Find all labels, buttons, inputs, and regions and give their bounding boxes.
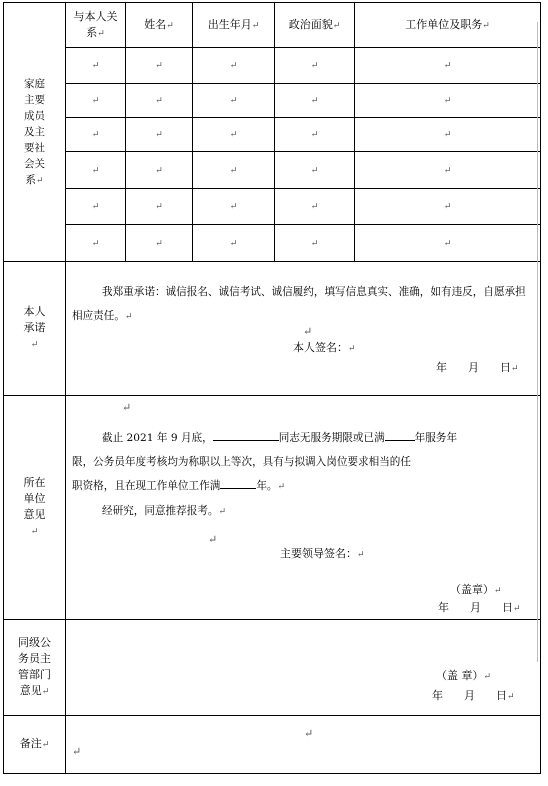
dept-content bbox=[66, 620, 541, 716]
unit-seal: （盖章）↵ bbox=[450, 583, 502, 596]
promise-label: 本人承诺↵ bbox=[4, 262, 66, 396]
family-political-cell[interactable]: ↵ bbox=[275, 189, 355, 225]
unit-label: 所在单位意见↵ bbox=[4, 396, 66, 620]
family-birth-cell[interactable]: ↵ bbox=[193, 152, 275, 189]
colleague-name-blank[interactable] bbox=[213, 428, 279, 441]
work-years-blank[interactable] bbox=[220, 476, 256, 489]
family-row[interactable] bbox=[4, 152, 541, 189]
family-birth-cell[interactable]: ↵ bbox=[193, 48, 275, 84]
unit-text: 截止 2021 年 9 月底， 同志无服务期限或已满 年服务年 限，公务员年度考核均为称职以上等次，具有与拟调入岗位要求相当的任 职资格，且在现工作单位工作满 年。↵ 经研究，同意推荐报考。↵ bbox=[72, 426, 532, 524]
family-work-cell[interactable]: ↵ bbox=[355, 189, 541, 225]
header-name: 姓名↵ bbox=[126, 3, 193, 48]
family-relation-cell[interactable]: ↵ bbox=[66, 152, 126, 189]
dept-label: 同级公务员主管部门意见↵ bbox=[4, 620, 66, 716]
header-relation: 与本人关系↵ bbox=[66, 3, 126, 48]
registration-form-table bbox=[3, 2, 541, 774]
family-relation-cell[interactable]: ↵ bbox=[66, 84, 126, 118]
promise-content: 我郑重承诺：诚信报名、诚信考试、诚信履约，填写信息真实、准确，如有违反，自愿承担相应责任。↵ ↵ 本人签名：↵ 年 月 日↵ bbox=[66, 262, 541, 396]
family-political-cell[interactable]: ↵ bbox=[275, 118, 355, 152]
family-row[interactable] bbox=[4, 225, 541, 262]
family-work-cell[interactable]: ↵ bbox=[355, 48, 541, 84]
promise-row bbox=[4, 262, 541, 396]
header-political: 政治面貌↵ bbox=[275, 3, 355, 48]
dept-date: 年 月 日↵ bbox=[432, 689, 515, 702]
unit-content: ↵ 截止 2021 年 9 月底， 同志无服务期限或已满 年服务年 限，公务员年度考核均为称职以上等次，具有与拟调入岗位要求相当的任 职资格，且在现工作单位工作满 年。↵ 经研究，同意推荐报考。↵ ↵ 主要领导签名：↵ （盖章）↵ 年 月 日↵ bbox=[66, 396, 541, 620]
family-political-cell[interactable]: ↵ bbox=[275, 48, 355, 84]
family-political-cell[interactable]: ↵ bbox=[275, 84, 355, 118]
promise-text: 我郑重承诺：诚信报名、诚信考试、诚信履约，填写信息真实、准确，如有违反，自愿承担相应责任。↵ bbox=[72, 286, 526, 322]
service-years-blank[interactable] bbox=[385, 428, 415, 441]
header-work: 工作单位及职务↵ bbox=[355, 3, 541, 48]
family-row[interactable] bbox=[4, 48, 541, 84]
family-row[interactable] bbox=[4, 84, 541, 118]
promise-sign-label: 本人签名：↵ bbox=[293, 341, 356, 354]
family-birth-cell[interactable]: ↵ bbox=[193, 84, 275, 118]
family-label-text: 家庭主要成员及主要社会关系 bbox=[24, 77, 45, 186]
family-relation-cell[interactable]: ↵ bbox=[66, 225, 126, 262]
family-work-cell[interactable]: ↵ bbox=[355, 84, 541, 118]
family-row[interactable] bbox=[4, 189, 541, 225]
promise-date: 年 月 日↵ bbox=[436, 361, 519, 374]
family-work-cell[interactable]: ↵ bbox=[355, 152, 541, 189]
family-name-cell[interactable]: ↵ bbox=[126, 189, 193, 225]
header-birth: 出生年月↵ bbox=[193, 3, 275, 48]
family-work-cell[interactable]: ↵ bbox=[355, 225, 541, 262]
family-name-cell[interactable]: ↵ bbox=[126, 84, 193, 118]
dept-opinion-row bbox=[4, 620, 541, 716]
family-name-cell[interactable]: ↵ bbox=[126, 152, 193, 189]
family-relation-cell[interactable]: ↵ bbox=[66, 118, 126, 152]
family-political-cell[interactable]: ↵ bbox=[275, 225, 355, 262]
family-birth-cell[interactable]: ↵ bbox=[193, 189, 275, 225]
unit-sign-label: 主要领导签名：↵ bbox=[280, 547, 365, 560]
family-section-label: 家庭主要成员及主要社会关系↵ bbox=[4, 3, 66, 262]
unit-opinion-row bbox=[4, 396, 541, 620]
family-work-cell[interactable]: ↵ bbox=[355, 118, 541, 152]
family-birth-cell[interactable]: ↵ bbox=[193, 118, 275, 152]
remark-label: 备注↵ bbox=[4, 716, 66, 774]
remark-content[interactable]: ↵ ↵ bbox=[66, 716, 541, 774]
family-row[interactable] bbox=[4, 118, 541, 152]
page-margin-line bbox=[537, 22, 538, 662]
family-name-cell[interactable]: ↵ bbox=[126, 225, 193, 262]
family-name-cell[interactable]: ↵ bbox=[126, 118, 193, 152]
family-political-cell[interactable]: ↵ bbox=[275, 152, 355, 189]
family-relation-cell[interactable]: ↵ bbox=[66, 48, 126, 84]
family-relation-cell[interactable]: ↵ bbox=[66, 189, 126, 225]
family-header-row bbox=[4, 3, 541, 48]
remark-row bbox=[4, 716, 541, 774]
dept-seal: （盖 章）↵ bbox=[436, 669, 492, 682]
unit-date: 年 月 日↵ bbox=[438, 601, 521, 614]
family-birth-cell[interactable]: ↵ bbox=[193, 225, 275, 262]
family-name-cell[interactable]: ↵ bbox=[126, 48, 193, 84]
